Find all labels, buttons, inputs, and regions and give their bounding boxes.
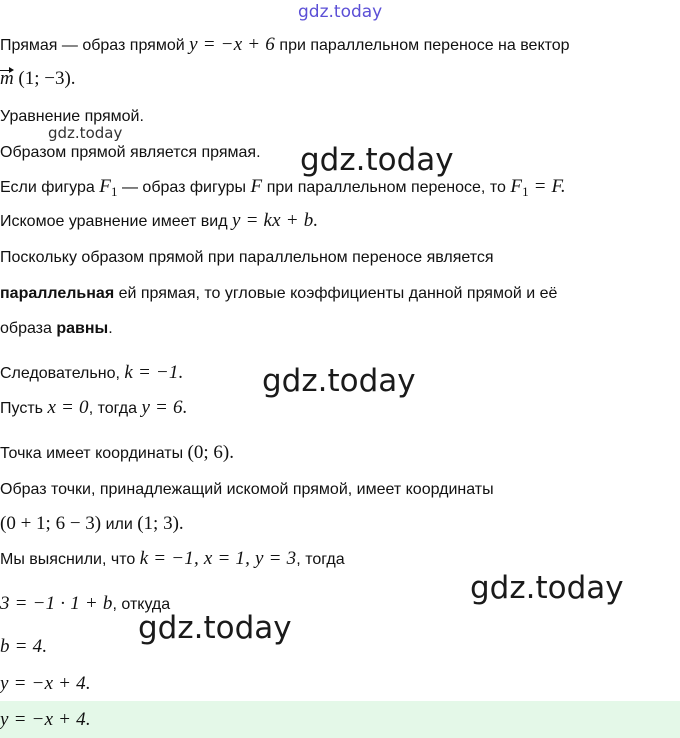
text-line-13: Образ точки, принадлежащий искомой прямой, имеет координаты — [0, 481, 494, 498]
text-line-16: 3 = −1 · 1 + b, откуда — [0, 593, 171, 614]
text-line-10: Следовательно, k = −1. — [0, 362, 184, 383]
text-line-15: Мы выяснили, что k = −1, x = 1, y = 3, тогда — [0, 548, 345, 569]
watermark-big-1: gdz.today — [300, 142, 454, 178]
text-line-3: Уравнение прямой. — [0, 108, 144, 125]
text-line-9: образа равны. — [0, 320, 113, 337]
math-expression: y = −x + 6 — [189, 34, 275, 55]
text-line-6: Искомое уравнение имеет вид y = kx + b. — [0, 210, 319, 231]
text-line-2 — [0, 68, 680, 92]
text-line-8: параллельная ей прямая, то угловые коэффициенты данной прямой и её — [0, 285, 558, 302]
text-line-4: Образом прямой является прямая. — [0, 144, 261, 161]
watermark-top: gdz.today — [298, 2, 383, 22]
text-line-14: (0 + 1; 6 − 3) или (1; 3). — [0, 513, 184, 534]
text-line-11: Пусть x = 0, тогда y = 6. — [0, 397, 188, 418]
math-expression: (1; −3). — [18, 68, 76, 89]
watermark-small: gdz.today — [48, 124, 123, 142]
watermark-big-4: gdz.today — [138, 610, 292, 646]
text-line-17: b = 4. — [0, 636, 48, 657]
text-line-7: Поскольку образом прямой при параллельном переносе является — [0, 249, 494, 266]
answer-line — [0, 709, 680, 733]
text-line-1: Прямая — образ прямой y = −x + 6 при параллельном переносе на вектор — [0, 34, 570, 55]
watermark-big-3: gdz.today — [470, 570, 624, 606]
text-line-18: y = −x + 4. — [0, 673, 91, 694]
vector-symbol: m — [0, 68, 14, 89]
answer-expression: y = −x + 4. — [0, 709, 91, 730]
watermark-big-2: gdz.today — [262, 363, 416, 399]
text-line-5: Если фигура $F_1$ — образ фигуры F при параллельном переносе, то $F_1 = F$. — [0, 176, 566, 200]
text-line-12: Точка имеет координаты (0; 6). — [0, 442, 234, 463]
